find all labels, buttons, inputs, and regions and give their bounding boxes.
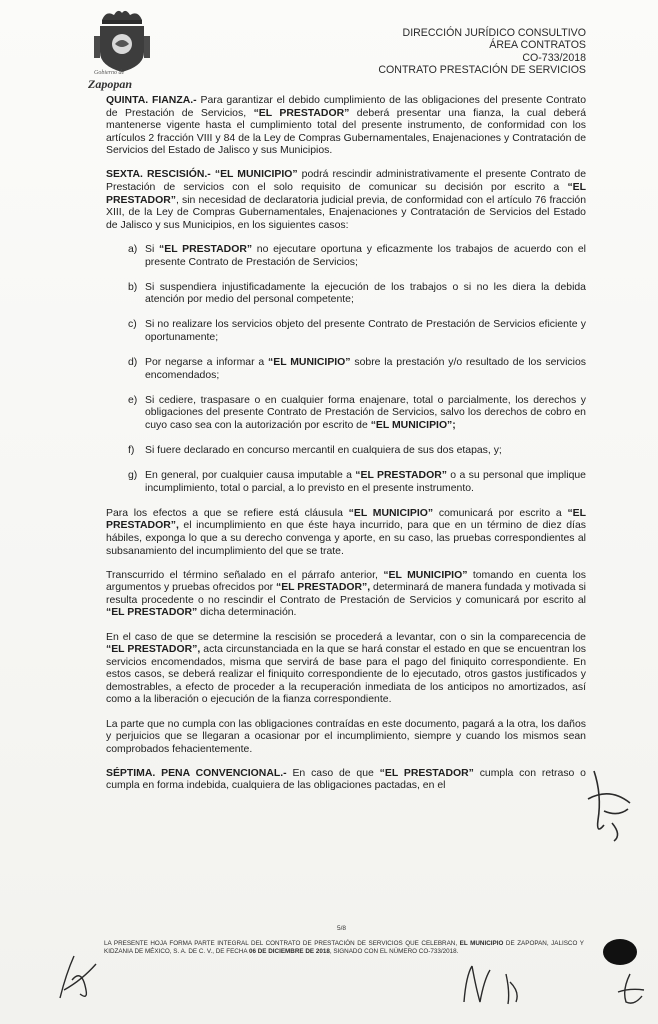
item-text: Si no realizare los servicios objeto del presente Contrato de Prestación de Servicios eficiente y oportunamente; — [145, 319, 586, 343]
header-line-direction: DIRECCIÓN JURÍDICO CONSULTIVO — [402, 27, 586, 39]
clause-sexta — [106, 169, 586, 232]
paragraph-text: Transcurrido el término señalado en el párrafo anterior, — [106, 569, 384, 581]
paragraph-text: Para los efectos a que se refiere está cláusula — [106, 507, 349, 519]
item-text: no ejecutare oportuna y eficazmente los trabajos de acuerdo con el presente Contrato de Prestación de Servicios; — [145, 243, 586, 268]
list-letter: d) — [128, 357, 138, 368]
party-name: “EL PRESTADOR” — [159, 243, 253, 255]
item-text: o a su personal que implique incumplimiento, total o parcial, a lo previsto en el presente instrumento. — [145, 470, 586, 494]
party-name: “EL MUNICIPIO” — [348, 507, 434, 519]
paragraph-danos-perjuicios: La parte que no cumpla con las obligaciones contraídas en este documento, pagará a la otra, los daños y perjuicios que se llegaran a ocasionar por el incumplimiento, siempre y cuando los mismos sean comprobados fehacientemente. — [106, 718, 586, 755]
item-text: Por negarse a informar a — [145, 357, 269, 368]
list-item — [106, 282, 586, 307]
party-name: “EL MUNICIPIO” — [383, 569, 468, 581]
header-line-contract-type: CONTRATO PRESTACIÓN DE SERVICIOS — [378, 64, 586, 77]
list-letter: c) — [128, 319, 137, 331]
clause-title: QUINTA. FIANZA.- — [106, 95, 197, 106]
party-name: “EL PRESTADOR”, — [276, 582, 371, 594]
party-name: “EL MUNICIPIO” — [268, 357, 351, 368]
clause-text: Para garantizar el debido cumplimiento de las obligaciones del presente Contrato de Prestación de Servicios, — [106, 95, 587, 119]
clause-text: podrá rescindir administrativamente el presente Contrato de Prestación de servicios con el solo requisito de comunicar su decisión por escrito a — [106, 169, 586, 194]
clause-text: , sin necesidad de declaratoria judicial previa, de conformidad con el artículo 76 fracción XIII, de la Ley de Compras Gubernamentales, Enajenaciones y Contratación de Servicios del Estado de Jalisco y sus Municipios, en los siguientes casos: — [106, 194, 586, 231]
ink-blot — [600, 935, 642, 969]
list-item — [106, 395, 586, 433]
paragraph-text: En el caso de que se determine la rescisión se procederá a levantar, con o sin la comparecencia de — [106, 631, 586, 643]
party-name: “EL PRESTADOR” — [106, 607, 198, 619]
party-name: “EL MUNICIPIO” — [210, 169, 298, 181]
party-name: “EL PRESTADOR” — [379, 767, 474, 779]
paragraph-transcurrido — [106, 570, 586, 620]
party-name: “EL MUNICIPIO”; — [370, 419, 456, 431]
party-name: “EL PRESTADOR” — [106, 182, 586, 206]
footer-text: , SIGNADO CON EL NÚMERO CO-733/2018. — [329, 948, 459, 955]
list-item — [106, 357, 586, 382]
clause-text: En caso de que — [286, 767, 380, 779]
paragraph-text: determinará de manera fundada y motivada si resulta procedente o no rescindir el Contrato de Prestación de Servicios y comunicará por escrito al — [106, 582, 586, 606]
list-letter: a) — [128, 243, 138, 255]
clause-quinta — [106, 95, 586, 158]
paragraph-text: dicha determinación. — [197, 607, 297, 619]
clause-text: cumpla con retraso o cumpla en forma indebida, cualquiera de las obligaciones pactadas, en el — [106, 767, 586, 792]
party-name: “EL PRESTADOR”, — [106, 644, 201, 656]
list-letter: b) — [128, 281, 138, 293]
list-item — [106, 445, 586, 458]
header-line-contract-number: CO-733/2018 — [522, 51, 586, 64]
initials-signature — [612, 970, 648, 1008]
item-text: Si suspendiera injustificadamente la ejecución de los trabajos o si no les diera la debida atención por medio del personal competente; — [145, 281, 586, 306]
initials-signature — [52, 950, 102, 1006]
item-text: Si — [145, 243, 160, 255]
footer-bold: 06 DE DICIEMBRE DE 2018 — [248, 948, 330, 955]
document-body — [106, 95, 586, 805]
clause-septima — [106, 768, 586, 793]
footer-text: DE ZAPOPAN, JALISCO Y KIDZANIA DE MÉXICO, S. A. DE C. V., DE FECHA — [104, 940, 584, 955]
item-text: Si cediere, traspasare o en cualquier forma enajenare, total o parcialmente, los derechos y obligaciones del presente Contrato de Prestación de Servicios, salvo los derechos de cobro en cuyo caso sea con la autorización por escrito de — [145, 394, 586, 431]
logo-caption: Gobierno de — [94, 70, 125, 76]
header-line-area: ÁREA CONTRATOS — [489, 39, 586, 52]
list-letter: g) — [128, 470, 138, 482]
item-text: En general, por cualquier causa imputable a — [145, 470, 356, 482]
paragraph-text: el incumplimiento en que éste haya incurrido, para que en un término de diez días hábiles, exponga lo que a su derecho convenga y aporte, en su caso, las pruebas correspondientes al subsanamiento del incumplimiento del que se trate. — [106, 520, 586, 557]
list-item — [106, 470, 586, 495]
paragraph-text: comunicará por escrito a — [433, 507, 568, 519]
footer-text: LA PRESENTE HOJA FORMA PARTE INTEGRAL DEL CONTRATO DE PRESTACIÓN DE SERVICIOS QUE CELEBRAN, — [104, 940, 460, 947]
rescission-cases-list — [106, 244, 586, 495]
list-item — [106, 244, 586, 269]
footer-bold: EL MUNICIPIO — [459, 940, 504, 947]
clause-title: SEXTA. RESCISIÓN.- — [106, 169, 211, 181]
paragraph-efectos — [106, 508, 586, 558]
list-item — [106, 319, 586, 344]
initials-signature — [456, 962, 538, 1008]
paragraph-text: tomando en cuenta los argumentos y pruebas ofrecidos por — [106, 569, 586, 594]
margin-signature — [584, 765, 638, 845]
document-header — [378, 27, 586, 77]
list-letter: e) — [128, 394, 138, 406]
party-name: “EL PRESTADOR” — [355, 470, 447, 482]
page-number: 5/8 — [337, 925, 347, 932]
clause-text: deberá presentar una fianza, la cual deberá mantenerse vigente hasta el cumplimiento total del presente instrumento, de conformidad con los artículos 2 fracción VIII y 84 de la Ley de Compras Gubernamentales, Enajenaciones y Contratación de Servicios del Estado de Jalisco y sus Municipios. — [106, 107, 587, 157]
item-text: sobre la prestación y/o resultado de los servicios encomendados; — [145, 357, 586, 381]
list-letter: f) — [128, 444, 135, 456]
logo-name: Zapopan — [88, 77, 133, 91]
party-name: “EL PRESTADOR”, — [106, 507, 586, 532]
party-name: “EL PRESTADOR” — [253, 107, 350, 119]
footer-note — [104, 940, 584, 956]
paragraph-text: acta circunstanciada en la que se hará constar el estado en que se encuentran los servicios encomendados, misma que servirá de base para el pago del finiquito correspondiente. En estos casos, se deberá realizar el finiquito correspondiente de lo ejecutado, otros gastos justificados y demostrables, a efecto de proceder a la recuperación inmediata de los anticipos no amortizados, así como a la liberación o ejecución de la fianza correspondiente. — [106, 644, 586, 706]
paragraph-caso-rescision — [106, 632, 586, 708]
item-text: Si fuere declarado en concurso mercantil en cualquiera de sus dos etapas, y; — [145, 444, 502, 456]
clause-title: SÉPTIMA. PENA CONVENCIONAL.- — [106, 767, 287, 779]
